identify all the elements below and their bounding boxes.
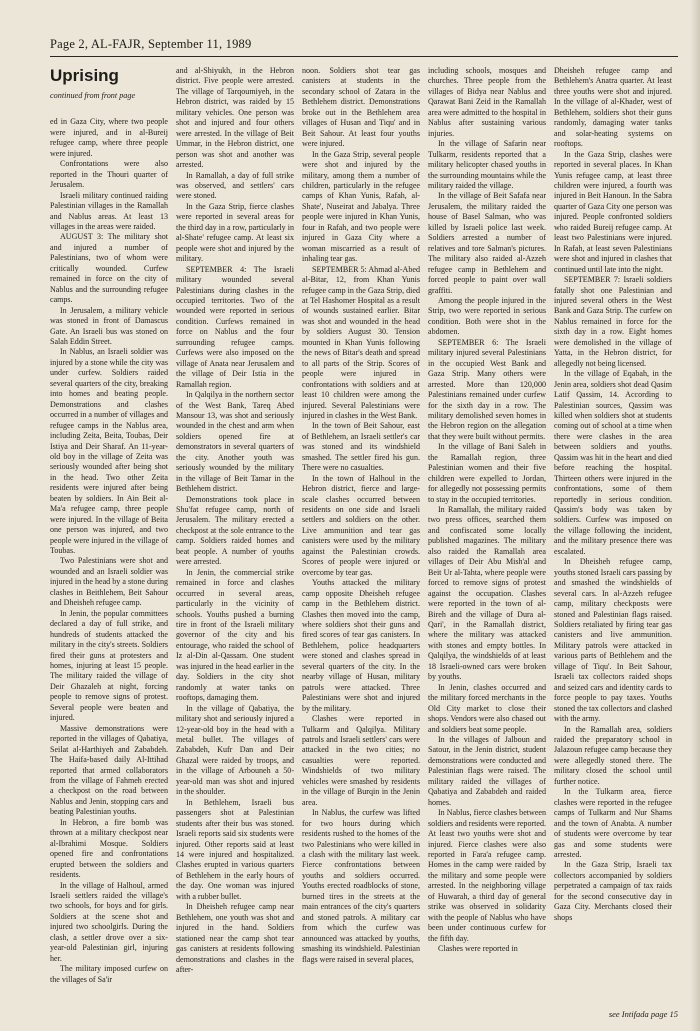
page-header: [50, 36, 678, 57]
column-5: [554, 66, 672, 1016]
article-paragraph: Among the people injured in the Strip, two were reported in serious condition. Both were shot in the abdomen.: [428, 295, 546, 337]
article-paragraph: Confrontations were also reported in the Thouri quarter of Jerusalem.: [50, 159, 168, 190]
article-paragraph: In the villages of Jalboun and Satour, in the Jenin district, student demonstrations were conducted and Palestinian flags were raised. The military raided the villages of Qabatiya and Zababdeh and raided homes.: [428, 735, 546, 807]
article-paragraph: In Hebron, a fire bomb was thrown at a military checkpost near al-Ibrahimi Mosque. Soldiers opened fire and confrontations erupted between the soldiers and residents.: [50, 817, 168, 880]
article-paragraph: SEPTEMBER 4: The Israeli military wounded several Palestinians during clashes in the occupied territories. Two of the wounded were reported in serious condition. Curfews remained in force on Nablus and the four surrounding refugee camps. Curfews were also imposed on the village of Anata near Jerusalem and the village of Deir Istia in the Ramallah region.: [176, 264, 294, 389]
article-paragraph: In Dheisheh refugee camp, youths stoned Israeli cars passing by and smashed the windshields of several cars. In al-Azzeh refugee camp, military checkposts were stoned and Palestinian flags raised. Soldiers retaliated by firing tear gas canisters and live ammunition. Military patrols were attacked in various parts of Bethlehem and the village of Tiqu'. In Beit Sahour, Israeli tax collectors raided shops and seized cars and identity cards to force people to pay taxes. Youths stoned the tax collectors and clashed with the army.: [554, 557, 672, 724]
article-paragraph: In Ramallah, a day of full strike was observed, and settlers' cars were stoned.: [176, 170, 294, 201]
article-paragraph: In Ramallah, the military raided two press offices, searched them and confiscated some locally published magazines. The military also raided the Ramallah area villages of Deir Abu Mish'al and Beit Ur al-Tahta, where people were forced to remove signs of protest against the occupation. Clashes were reported in the town of al-Bireh and the village of Dura al-Qari', in the Ramallah district, where the military was attacked with stones and empty bottles. In Qalqilya, the windshields of at least 18 Israeli-owned cars were broken by youths.: [428, 505, 546, 682]
page-fold-shadow: [690, 0, 700, 1031]
column-3: [302, 66, 420, 1016]
article-paragraph: In the Gaza Strip, several people were shot and injured by the military, among them a number of children, particularly in the refugee camps of Khan Yunis, Rafah, al-Shate', Nuseirat and Jabalya. Three people were injured in Khan Yunis, four in Rafah, and two people were injured in Gaza City where a woman miscarried as a result of inhaling tear gas.: [302, 149, 420, 264]
article-paragraph: In Jerusalem, a military vehicle was stoned in front of Damascus Gate. An Israeli bus was stoned on Salah Eddin Street.: [50, 305, 168, 346]
column-4: [428, 66, 546, 1016]
article-paragraph: Clashes were reported in Tulkarm and Qalqilya. Military patrols and Israeli settlers' cars were attacked in the two cities; no casualties were reported. Windshields of two military vehicles were smashed by residents in the village of Burqin in the Jenin area.: [302, 714, 420, 807]
article-paragraph: Clashes were reported in: [438, 944, 518, 954]
article-paragraph: In the village of Safarin near Tulkarm, residents reported that a military helicopter chased youths in the surrounding mountains while the military raided the village.: [428, 139, 546, 190]
article-paragraph: and al-Shiyukh, in the Hebron district. Five people were arrested. The village of Tarqoumiyeh, in the Hebron district, was raided by 15 military vehicles. One person was shot and injured and four others were arrested. In the village of Beit Ummar, in the Hebron district, one person was shot and another was arrested.: [176, 66, 294, 170]
article-paragraph: In Jenin, the popular committees declared a day of full strike, and hundreds of students attacked the military in the city's streets. Soldiers fired their guns at protesters and homes, injuring at least 15 people. The military raided the village of Deir Ghazaleh at night, forcing people to remove signs of protest. Several people were beaten and injured.: [50, 608, 168, 723]
article-paragraph: In the town of Halhoul in the Hebron district, fierce and large-scale clashes occurred between residents on one side and Israeli settlers and soldiers on the other. Live ammunition and tear gas canisters were used by the military against the Palestinian crowds. Scores of people were injured or overcome by tear gas.: [302, 473, 420, 577]
article-paragraph: In Qalqilya in the northern sector of the West Bank, Tareq Abed Mansour 13, was shot and seriously wounded in the chest and arm when soldiers opened fire at demonstrators in several quarters of the city. Another youth was seriously wounded by the military in the village of Beit Tamar in the Bethlehem district.: [176, 390, 294, 494]
article-paragraph: In the Gaza Strip, fierce clashes were reported in several areas for the third day in a row, particularly in al-Shate' refugee camp. At least six people were shot and injured by the military.: [176, 201, 294, 264]
continued-note: continued from front page: [50, 91, 136, 100]
column-2: [176, 66, 294, 1016]
article-paragraph: In the village of Qabatiya, the military shot and seriously injured a 12-year-old boy in the head with a metal bullet. The villages of Zababdeh, Kufr Dan and Deir Ghazal were raided by troops, and in the village of Arbouneh a 50-year-old man was shot and injured in the shoulder.: [176, 703, 294, 797]
article-paragraph: SEPTEMBER 6: The Israeli military injured several Palestinians in the occupied West Bank and Gaza Strip. Many others were arrested. More than 120,000 Palestinians remained under curfew for the sixth day in a row. The military demolished seven homes in the Hebron region on the allegation that they were built without permits.: [428, 337, 546, 441]
column-1: [50, 66, 168, 1016]
article-paragraph: AUGUST 3: The military shot and injured a number of Palestinians, two of whom were critically wounded. Curfew remained in force on the city of Nablus and the surrounding refugee camps.: [50, 232, 168, 305]
article-paragraph: Demonstrations took place in Shu'fat refugee camp, north of Jerusalem. The military erected a checkpost at the sole entrance to the camp. Soldiers raided homes and beat people. A number of youths were arrested.: [176, 494, 294, 567]
article-paragraph: In Nablus, the curfew was lifted for two hours during which residents rushed to the homes of the two Palestinians who were killed in a clash with the military last week. Fierce confrontations between youths and soldiers occurred. Youths erected roadblocks of stone, burned tires in the streets at the main entrances of the city's quarters and stoned patrols. A military car from which the curfew was announced was attacked by youths, smashing its windshield. Palestinian flags were raised in several places,: [302, 808, 420, 964]
article-paragraph: In Nablus, an Israeli soldier was injured by a stone while the city was under curfew. Soldiers raided several quarters of the city, breaking into homes and beating people. Demonstrations and clashes occurred in a number of villages and refugee camps in the Nablus area, including Zeita, Beita, Toubas, Deir Istiya and Deir Sharaf. An 11-year-old boy in the village of Zeita was seriously wounded after being shot in the head. Two other Zeita residents were injured after being beaten by soldiers. In Ain Beit al-Ma'a refugee camp, three people were injured. In the village of Beita one person was injured, and two people were injured in the village of Toubas.: [50, 347, 168, 556]
article-paragraph: Massive demonstrations were reported in the villages of Qabatiya, Seilat al-Harthiyeh and Zababdeh. The Haifa-based daily Al-Ittihad reported that armed collaborators from the village of Fahmeh erected a checkpost on the road between Nablus and Jenin, stopping cars and beating Palestinian youths.: [50, 723, 168, 817]
article-paragraph: In the village of Bani Saleh in the Ramallah region, three Palestinian women and their five children were expelled to Jordan, for allegedly not possessing permits to stay in the occupied territories.: [428, 442, 546, 504]
headline: Uprising: [50, 66, 119, 85]
article-paragraph: In Jenin, the commercial strike remained in force and clashes occurred in several areas, particularly in the vicinity of schools. Youths pushed a burning tire in front of the Israeli military governor of the city and his entourage, who raided the school of Iz al-Din al-Qassam. One student was injured in the head earlier in the day. Soldiers in the city shot randomly at water tanks on rooftops, damaging them.: [176, 567, 294, 703]
article-columns: [50, 66, 680, 1016]
page-header-text: Page 2, AL-FAJR, September 11, 1989: [50, 37, 252, 51]
article-paragraph: SEPTEMBER 7: Israeli soldiers fatally shot one Palestinian and injured several others in the West Bank and Gaza Strip. The curfew on Nablus remained in force for the sixth day in a row. Eight homes were demolished in the village of Yatta, in the Hebron district, for allegedly not being licensed.: [554, 275, 672, 368]
article-paragraph: In the Tulkarm area, fierce clashes were reported in the refugee camps of Tulkarm and Nur Shams and the town of Anabta. A number of students were overcome by tear gas and some students were arrested.: [554, 787, 672, 859]
article-paragraph: In Bethlehem, Israeli bus passengers shot at Palestinian students after their bus was stoned. Israeli reports said six students were injured. Other reports said at least 14 were injured and hospitalized. Clashes erupted in various quarters of Bethlehem in the early hours of the day. One woman was injured with a rubber bullet.: [176, 797, 294, 901]
article-paragraph: In the village of Eqabah, in the Jenin area, soldiers shot dead Qasim Latif Qassim, 14. According to Palestinian sources, Qassim was killed when soldiers shot at students coming out of school at a time when there were clashes in the area between soldiers and youths. Qassim was hit in the heart and died before reaching the hospital. Thirteen others were injured in the confrontations, some of them reportedly in serious condition. Qassim's body was taken by soldiers. Curfew was imposed on the village following the incident, and the military presence there was escalated.: [554, 369, 672, 556]
article-paragraph: In Jenin, clashes occurred and the military forced merchants in the Old City market to close their shops. Vendors were also chased out and soldiers beat some people.: [428, 682, 546, 734]
article-paragraph: In the village of Beit Safafa near Jerusalem, the military raided the house of Basel Salman, who was killed by Israeli police last week. Soldiers arrested a number of relatives and tore Salman's pictures. The military also raided al-Azzeh refugee camp in Bethlehem and forced people to paint over wall graffiti.: [428, 191, 546, 295]
article-paragraph: In the Gaza Strip, Israeli tax collectors accompanied by soldiers perpetrated a campaign of tax raids for the second consecutive day in Gaza City. Merchants closed their shops: [554, 860, 672, 922]
article-paragraph: Israeli military continued raiding Palestinian villages in the Ramallah and Nablus areas. At least 13 villages in the areas were raided.: [50, 190, 168, 231]
article-paragraph: Youths attacked the military camp opposite Dheisheh refugee camp in the Bethlehem district. Clashes then moved into the camp, where soldiers shot their guns and fired scores of tear gas canisters. In Bethlehem, police headquarters were stoned and clashes spread in several quarters of the city. In the nearby village of Husan, military patrols were attacked. Three Palestinians were shot and injured by the military.: [302, 578, 420, 713]
article-paragraph: In the Ramallah area, soldiers raided the preparatory school in Jalazoun refugee camp because they were allegedly stoned there. The military closed the school until further notice.: [554, 724, 672, 786]
article-paragraph: In the Gaza Strip, clashes were reported in several places. In Khan Yunis refugee camp, at least three children were injured, a fourth was injured in Beit Hanoun. In the Sabra quarter of Gaza City one person was injured. People confronted soldiers who raided Bureij refugee camp. At least two Palestinians were injured. In Rafah, at least seven Palestinians were shot and injured in clashes that continued until late into the night.: [554, 149, 672, 274]
article-paragraph: SEPTEMBER 5: Ahmad al-Abed al-Bitar, 12, from Khan Yunis refugee camp in the Gaza Strip, died at Tel Hashomer Hospital as a result of wounds sustained earlier. Bitar was shot and wounded in the head by soldiers August 30. Tension mounted in Khan Yunis following the news of Bitar's death and spread to all parts of the Strip. Scores of people were injured in confrontations with soldiers and at least 10 children were among the injured. Several Palestinians were injured in clashes in the West Bank.: [302, 264, 420, 420]
article-paragraph: noon. Soldiers shot tear gas canisters at students in the secondary school of Zatara in the Bethlehem district. Demonstrations broke out in the Bethlehem area villages of Husan and Tiqu' and in Beit Sahour. At least four youths were injured.: [302, 66, 420, 149]
article-paragraph: including schools, mosques and churches. Three people from the villages of Bidya near Nablus and Qarawat Bani Zeid in the Ramallah area were admitted to the hospital in Nablus after sustaining various injuries.: [428, 66, 546, 138]
article-paragraph: In the village of Halhoul, armed Israeli settlers raided the village's two schools, for boys and for girls. Soldiers at the scene shot and injured two schoolgirls. During the clash, a settler drove over a six-year-old Palestinian girl, injuring her.: [50, 880, 168, 963]
jump-line[interactable]: see Intifada page 15: [608, 1009, 678, 1019]
article-paragraph: ed in Gaza City, where two people were injured, and in al-Bureij refugee camp, where three people were injured.: [50, 117, 168, 158]
article-paragraph: In the town of Beit Sahour, east of Bethlehem, an Israeli settler's car was stoned and its windshield smashed. The settler fired his gun. There were no casualties.: [302, 421, 420, 473]
article-paragraph: In Nablus, fierce clashes between soldiers and residents were reported. At least two youths were shot and injured. Fierce clashes were also reported in Fara'a refugee camp. Homes in the camp were raided by the military and some people were arrested. In the neighboring village of Huwarah, a third day of general strike was observed in solidarity with the people of Nablus who have been under continuous curfew for the fifth day.: [428, 808, 546, 943]
article-paragraph: The military imposed curfew on the villages of Sa'ir: [50, 964, 168, 984]
article-paragraph: Two Palestinians were shot and wounded and an Israeli soldier was injured in the head by a stone during clashes in Beithlehem, Beit Sahour and Dheisheh refugee camp.: [50, 556, 168, 608]
article-paragraph: Dheisheh refugee camp and Bethlehem's Anatra quarter. At least three youths were shot and injured. In the village of al-Khader, west of Bethlehem, soldiers shot their guns randomly, damaging water tanks and solar-heating systems on rooftops.: [554, 66, 672, 149]
article-paragraph: In Dheisheh refugee camp near Bethlehem, one youth was shot and injured in the hand. Soldiers stationed near the camp shot tear gas canisters at residents following demonstrations and clashes in the after-: [176, 902, 294, 974]
